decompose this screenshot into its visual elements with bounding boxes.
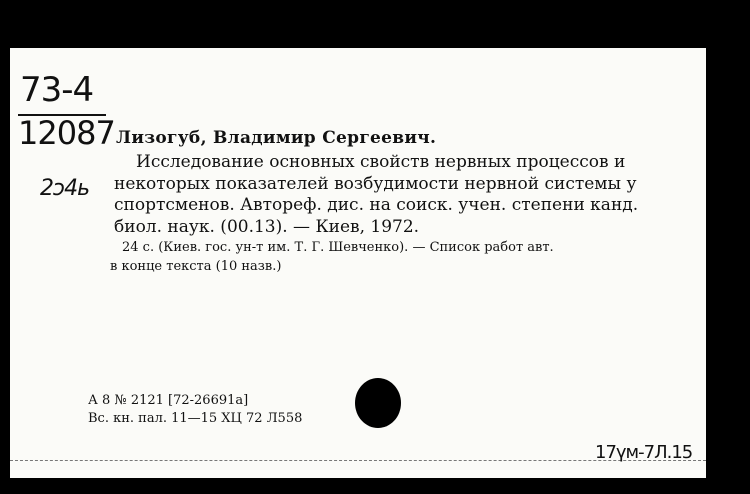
notes-line: в конце текста (10 назв.) — [110, 259, 282, 274]
author-heading: Лизогуб, Владимир Сергеевич. — [116, 128, 437, 148]
catalog-card — [10, 48, 706, 478]
call-number-mark: 2ↄ4ь — [40, 176, 90, 201]
inventory-line: Вс. кн. пал. 11—15 ХЦ 72 Л558 — [88, 411, 303, 426]
call-number-top: 73-4 — [20, 70, 94, 110]
description-line: биол. наук. (00.13). — Киев, 1972. — [114, 216, 420, 237]
call-number-bottom: 12087 — [18, 114, 115, 152]
notes-line: 24 с. (Киев. гос. ун-т им. Т. Г. Шевченко). — Список работ авт. — [122, 240, 554, 255]
inventory-info — [88, 392, 302, 428]
description-line: некоторых показателей возбудимости нервной системы у — [114, 173, 637, 194]
description — [114, 152, 638, 238]
description-line: спортсменов. Автореф. дис. на соиск. учен. степени канд. — [114, 195, 639, 215]
punch-hole — [355, 378, 401, 428]
corner-note: 17үм-7Л.15 — [595, 442, 693, 463]
notes — [110, 238, 554, 276]
inventory-line: А 8 № 2121 [72-26691а] — [88, 393, 249, 408]
description-line: Исследование основных свойств нервных процессов и — [136, 152, 626, 172]
